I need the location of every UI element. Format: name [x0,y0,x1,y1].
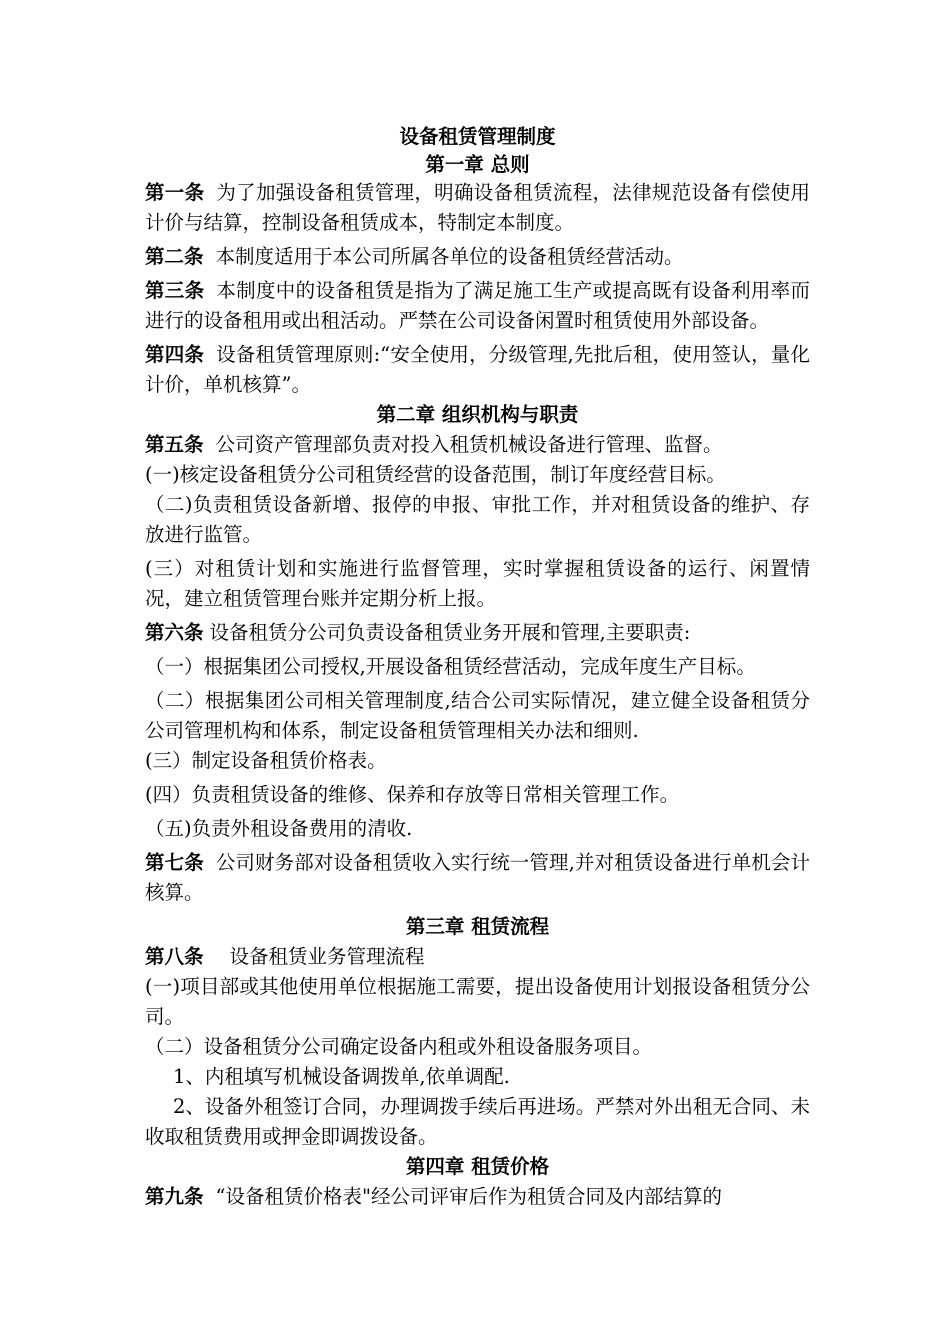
article-1 [145,178,810,238]
article-label: 第五条 [145,433,204,456]
chapter-heading: 第四章 租赁价格 [405,1155,550,1178]
article-6-item-1: （一）根据集团公司授权,开展设备租赁经营活动，完成年度生产目标。 [145,655,756,678]
document-title: 设备租赁管理制度 [399,125,556,148]
chapter-heading: 第一章 总则 [425,153,530,176]
article-8-subitem-2: 2、设备外租签订合同，办理调拨手续后再进场。严禁对外出租无合同、未收取租赁费用或押金即调拨设备。 [145,1095,810,1148]
article-label: 第四条 [145,343,205,366]
article-8-item-1: (一)项目部或其他使用单位根据施工需要，提出设备使用计划报设备租赁分公司。 [145,975,810,1028]
article-6-item-5: （五)负责外租设备费用的清收. [145,817,413,840]
article-7 [145,848,810,908]
article-4 [145,340,810,400]
article-2 [145,242,810,272]
article-6-item-3: (三）制定设备租赁价格表。 [145,749,387,772]
article-8-item-2: （二）设备租赁分公司确定设备内租或外租设备服务项目。 [145,1035,653,1058]
article-label: 第八条 [145,945,204,968]
article-text: 本制度适用于本公司所属各单位的设备租赁经营活动。 [215,245,684,268]
article-text: 设备租赁分公司负责设备租赁业务开展和管理,主要职责: [209,621,691,644]
article-6 [145,618,810,648]
article-5-item-2: （二)负责租赁设备新增、报停的申报、审批工作，并对租赁设备的维护、存放进行监管。 [145,493,810,546]
article-label: 第九条 [145,1185,204,1208]
article-label: 第二条 [145,245,204,268]
article-9 [145,1182,810,1212]
chapter-heading: 第二章 组织机构与职责 [376,403,579,426]
article-8 [145,942,810,972]
article-text: 公司资产管理部负责对投入租赁机械设备进行管理、监督。 [215,433,723,456]
article-text: 为了加强设备租赁管理，明确设备租赁流程，法律规范设备有偿使用计价与结算，控制设备租赁成本，特制定本制度。 [145,181,810,234]
article-3 [145,276,810,336]
article-text: 公司财务部对设备租赁收入实行统一管理,并对租赁设备进行单机会计核算。 [145,851,810,904]
article-5 [145,430,810,460]
article-label: 第三条 [145,279,205,302]
article-label: 第七条 [145,851,204,874]
article-label: 第一条 [145,181,205,204]
document-page [145,120,810,1212]
article-5-item-1: (一)核定设备租赁分公司租赁经营的设备范围，制订年度经营目标。 [145,463,726,486]
article-text: 设备租赁管理原则:“安全使用，分级管理,先批后租，使用签认，量化计价，单机核算”。 [145,343,810,396]
article-8-subitem-1: 1、内租填写机械设备调拨单,依单调配. [173,1065,510,1088]
article-label: 第六条 [145,621,204,644]
article-6-item-4: (四）负责租赁设备的维修、保养和存放等日常相关管理工作。 [145,783,680,806]
article-5-item-3: (三）对租赁计划和实施进行监督管理，实时掌握租赁设备的运行、闲置情况，建立租赁管理台账并定期分析上报。 [145,557,810,610]
chapter-heading: 第三章 租赁流程 [405,915,550,938]
article-text: 本制度中的设备租赁是指为了满足施工生产或提高既有设备利用率而进行的设备租用或出租活动。严禁在公司设备闲置时租赁使用外部设备。 [145,279,810,332]
article-text: 设备租赁业务管理流程 [229,945,425,968]
article-text: “设备租赁价格表"经公司评审后作为租赁合同及内部结算的 [215,1185,722,1208]
article-6-item-2: （二）根据集团公司相关管理制度,结合公司实际情况，建立健全设备租赁分公司管理机构和体系，制定设备租赁管理相关办法和细则. [145,689,810,742]
